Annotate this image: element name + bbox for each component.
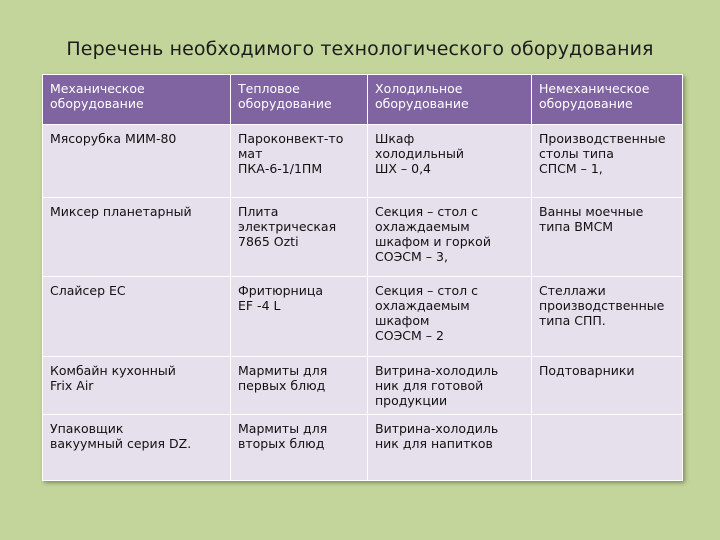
table-row: [43, 277, 683, 357]
table-cell: Слайсер ЕС: [43, 277, 231, 357]
table-row: [43, 198, 683, 277]
table-cell: Секция – стол с охлаждаемым шкафом СОЭСМ – 2: [368, 277, 532, 357]
table-cell: Комбайн кухонный Frix Air: [43, 357, 231, 415]
header-thermal: Тепловое оборудование: [231, 75, 368, 125]
table-cell: Секция – стол с охлаждаемым шкафом и горкой СОЭСМ – 3,: [368, 198, 532, 277]
slide-title: Перечень необходимого технологического оборудования: [66, 38, 654, 60]
table-cell: Миксер планетарный: [43, 198, 231, 277]
table-cell: Мармиты для первых блюд: [231, 357, 368, 415]
table-cell: Витрина-холодиль ник для напитков: [368, 415, 532, 481]
table-cell: Ванны моечные типа ВМСМ: [532, 198, 683, 277]
header-non-mechanical: Немеханическое оборудование: [532, 75, 683, 125]
table-row: [43, 357, 683, 415]
table-cell: Пароконвект-то мат ПКА-6-1/1ПМ: [231, 125, 368, 198]
table-cell: Мармиты для вторых блюд: [231, 415, 368, 481]
table-row: [43, 125, 683, 198]
table-cell: Мясорубка МИМ-80: [43, 125, 231, 198]
table-cell: Стеллажи производственные типа СПП.: [532, 277, 683, 357]
header-mechanical: Механическое оборудование: [43, 75, 231, 125]
table-cell: Упаковщик вакуумный серия DZ.: [43, 415, 231, 481]
table-row: [43, 415, 683, 481]
table-cell: Плита электрическая 7865 Ozti: [231, 198, 368, 277]
table-cell: Витрина-холодиль ник для готовой продукции: [368, 357, 532, 415]
header-refrigeration: Холодильное оборудование: [368, 75, 532, 125]
table-cell: Шкаф холодильный ШХ – 0,4: [368, 125, 532, 198]
table-cell-empty: [532, 415, 683, 481]
table-cell: Фритюрница EF -4 L: [231, 277, 368, 357]
equipment-table: [42, 74, 683, 481]
table-header-row: [43, 75, 683, 125]
table-cell: Подтоварники: [532, 357, 683, 415]
table-cell: Производственные столы типа СПСМ – 1,: [532, 125, 683, 198]
